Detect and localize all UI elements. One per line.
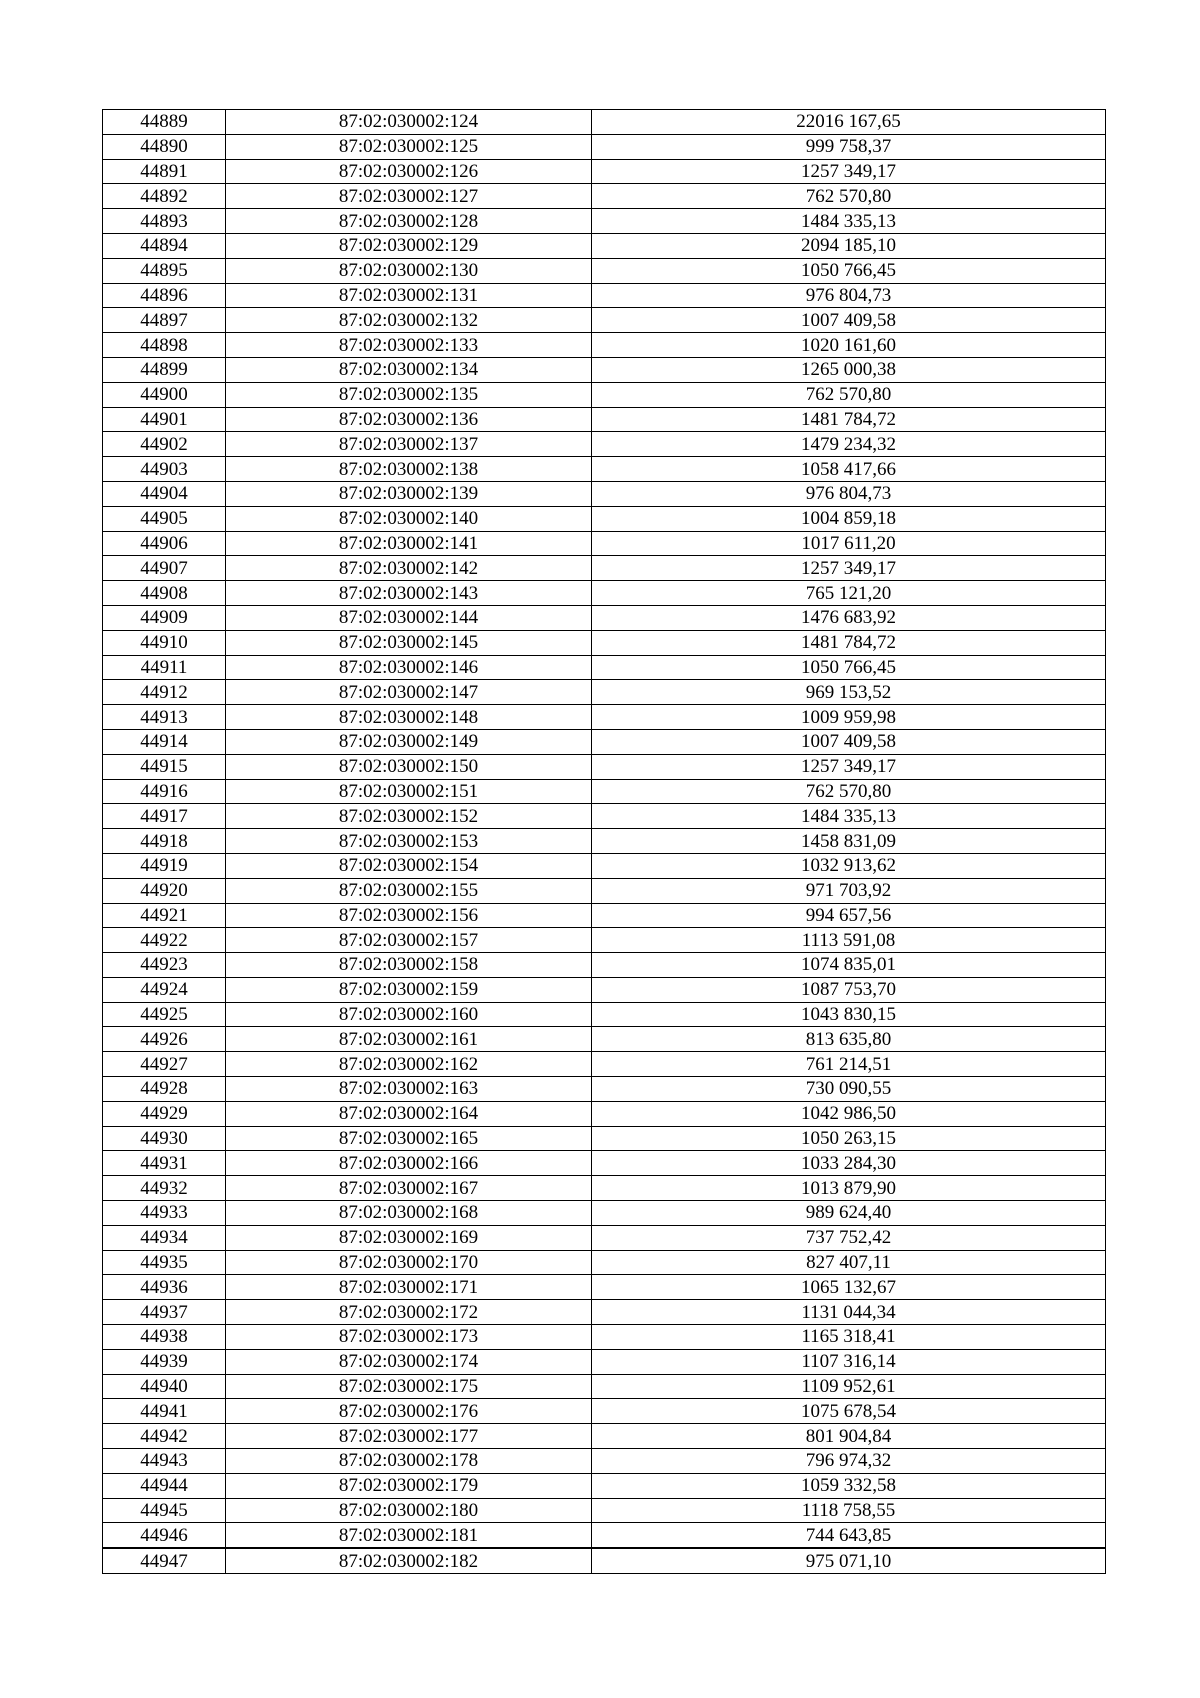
- row-number-cell: 44902: [103, 432, 226, 457]
- table-row: [103, 1250, 1106, 1275]
- row-number-cell: 44929: [103, 1101, 226, 1126]
- cadastral-value-cell: 765 121,20: [592, 581, 1106, 606]
- row-number-cell: 44939: [103, 1349, 226, 1374]
- cadastral-value-cell: 976 804,73: [592, 481, 1106, 506]
- row-number-cell: 44897: [103, 308, 226, 333]
- row-number-cell: 44894: [103, 233, 226, 258]
- row-number-cell: 44896: [103, 283, 226, 308]
- cadastral-number-cell: 87:02:030002:163: [226, 1077, 592, 1102]
- table-row: [103, 1548, 1106, 1573]
- row-number-cell: 44916: [103, 779, 226, 804]
- row-number-cell: 44933: [103, 1201, 226, 1226]
- cadastral-number-cell: 87:02:030002:147: [226, 680, 592, 705]
- cadastral-value-cell: 730 090,55: [592, 1077, 1106, 1102]
- cadastral-value-cell: 1050 766,45: [592, 258, 1106, 283]
- cadastral-number-cell: 87:02:030002:171: [226, 1275, 592, 1300]
- row-number-cell: 44921: [103, 903, 226, 928]
- table-row: [103, 1151, 1106, 1176]
- row-number-cell: 44913: [103, 705, 226, 730]
- cadastral-number-cell: 87:02:030002:182: [226, 1548, 592, 1573]
- cadastral-number-cell: 87:02:030002:140: [226, 506, 592, 531]
- table-row: [103, 1052, 1106, 1077]
- row-number-cell: 44904: [103, 481, 226, 506]
- cadastral-value-cell: 1017 611,20: [592, 531, 1106, 556]
- cadastral-value-cell: 1484 335,13: [592, 804, 1106, 829]
- cadastral-number-cell: 87:02:030002:158: [226, 953, 592, 978]
- table-row: [103, 1325, 1106, 1350]
- cadastral-value-cell: 1058 417,66: [592, 457, 1106, 482]
- cadastral-number-cell: 87:02:030002:130: [226, 258, 592, 283]
- row-number-cell: 44940: [103, 1374, 226, 1399]
- table-row: [103, 928, 1106, 953]
- cadastral-value-cell: 1065 132,67: [592, 1275, 1106, 1300]
- cadastral-value-cell: 976 804,73: [592, 283, 1106, 308]
- cadastral-value-cell: 999 758,37: [592, 134, 1106, 159]
- cadastral-value-cell: 801 904,84: [592, 1424, 1106, 1449]
- row-number-cell: 44924: [103, 977, 226, 1002]
- row-number-cell: 44917: [103, 804, 226, 829]
- cadastral-number-cell: 87:02:030002:176: [226, 1399, 592, 1424]
- row-number-cell: 44915: [103, 754, 226, 779]
- table-row: [103, 977, 1106, 1002]
- table-row: [103, 853, 1106, 878]
- cadastral-value-cell: 827 407,11: [592, 1250, 1106, 1275]
- cadastral-number-cell: 87:02:030002:135: [226, 382, 592, 407]
- cadastral-number-cell: 87:02:030002:161: [226, 1027, 592, 1052]
- cadastral-value-cell: 969 153,52: [592, 680, 1106, 705]
- cadastral-number-cell: 87:02:030002:137: [226, 432, 592, 457]
- cadastral-number-cell: 87:02:030002:129: [226, 233, 592, 258]
- table-row: [103, 457, 1106, 482]
- row-number-cell: 44900: [103, 382, 226, 407]
- cadastral-value-cell: 1087 753,70: [592, 977, 1106, 1002]
- table-row: [103, 134, 1106, 159]
- cadastral-number-cell: 87:02:030002:131: [226, 283, 592, 308]
- cadastral-number-cell: 87:02:030002:128: [226, 209, 592, 234]
- table-row: [103, 432, 1106, 457]
- row-number-cell: 44909: [103, 605, 226, 630]
- cadastral-value-cell: 1020 161,60: [592, 333, 1106, 358]
- cadastral-value-table: [102, 109, 1106, 1574]
- cadastral-value-cell: 1481 784,72: [592, 407, 1106, 432]
- table-row: [103, 382, 1106, 407]
- row-number-cell: 44914: [103, 729, 226, 754]
- table-row: [103, 159, 1106, 184]
- cadastral-number-cell: 87:02:030002:159: [226, 977, 592, 1002]
- cadastral-number-cell: 87:02:030002:141: [226, 531, 592, 556]
- cadastral-number-cell: 87:02:030002:153: [226, 829, 592, 854]
- row-number-cell: 44946: [103, 1523, 226, 1548]
- table-row: [103, 233, 1106, 258]
- cadastral-value-cell: 1484 335,13: [592, 209, 1106, 234]
- table-row: [103, 953, 1106, 978]
- row-number-cell: 44890: [103, 134, 226, 159]
- table-row: [103, 903, 1106, 928]
- table-row: [103, 804, 1106, 829]
- row-number-cell: 44932: [103, 1176, 226, 1201]
- cadastral-value-cell: 2094 185,10: [592, 233, 1106, 258]
- cadastral-value-cell: 1013 879,90: [592, 1176, 1106, 1201]
- cadastral-number-cell: 87:02:030002:180: [226, 1498, 592, 1523]
- cadastral-number-cell: 87:02:030002:160: [226, 1002, 592, 1027]
- row-number-cell: 44947: [103, 1548, 226, 1573]
- cadastral-value-cell: 737 752,42: [592, 1225, 1106, 1250]
- cadastral-number-cell: 87:02:030002:146: [226, 655, 592, 680]
- cadastral-number-cell: 87:02:030002:168: [226, 1201, 592, 1226]
- row-number-cell: 44931: [103, 1151, 226, 1176]
- row-number-cell: 44934: [103, 1225, 226, 1250]
- cadastral-number-cell: 87:02:030002:177: [226, 1424, 592, 1449]
- cadastral-number-cell: 87:02:030002:149: [226, 729, 592, 754]
- cadastral-value-cell: 1007 409,58: [592, 308, 1106, 333]
- table-row: [103, 506, 1106, 531]
- row-number-cell: 44938: [103, 1325, 226, 1350]
- cadastral-value-cell: 1265 000,38: [592, 357, 1106, 382]
- row-number-cell: 44945: [103, 1498, 226, 1523]
- cadastral-value-cell: 1458 831,09: [592, 829, 1106, 854]
- row-number-cell: 44906: [103, 531, 226, 556]
- table-row: [103, 110, 1106, 135]
- table-row: [103, 581, 1106, 606]
- table-row: [103, 729, 1106, 754]
- table-row: [103, 1225, 1106, 1250]
- row-number-cell: 44908: [103, 581, 226, 606]
- table-row: [103, 1027, 1106, 1052]
- cadastral-number-cell: 87:02:030002:181: [226, 1523, 592, 1548]
- cadastral-value-cell: 762 570,80: [592, 779, 1106, 804]
- table-row: [103, 1349, 1106, 1374]
- cadastral-value-cell: 1118 758,55: [592, 1498, 1106, 1523]
- cadastral-value-cell: 796 974,32: [592, 1449, 1106, 1474]
- table-row: [103, 605, 1106, 630]
- cadastral-number-cell: 87:02:030002:143: [226, 581, 592, 606]
- table-body: [103, 110, 1106, 1574]
- cadastral-number-cell: 87:02:030002:179: [226, 1473, 592, 1498]
- cadastral-value-cell: 1050 766,45: [592, 655, 1106, 680]
- row-number-cell: 44936: [103, 1275, 226, 1300]
- cadastral-value-cell: 744 643,85: [592, 1523, 1106, 1548]
- row-number-cell: 44922: [103, 928, 226, 953]
- table-row: [103, 1399, 1106, 1424]
- table-row: [103, 308, 1106, 333]
- row-number-cell: 44910: [103, 630, 226, 655]
- cadastral-value-cell: 1059 332,58: [592, 1473, 1106, 1498]
- row-number-cell: 44892: [103, 184, 226, 209]
- table-row: [103, 1473, 1106, 1498]
- cadastral-value-cell: 22016 167,65: [592, 110, 1106, 135]
- table-row: [103, 1374, 1106, 1399]
- cadastral-number-cell: 87:02:030002:125: [226, 134, 592, 159]
- cadastral-number-cell: 87:02:030002:174: [226, 1349, 592, 1374]
- cadastral-value-cell: 1050 263,15: [592, 1126, 1106, 1151]
- table-row: [103, 407, 1106, 432]
- table-row: [103, 1077, 1106, 1102]
- row-number-cell: 44930: [103, 1126, 226, 1151]
- cadastral-value-cell: 1257 349,17: [592, 754, 1106, 779]
- table-row: [103, 754, 1106, 779]
- row-number-cell: 44901: [103, 407, 226, 432]
- cadastral-value-cell: 1004 859,18: [592, 506, 1106, 531]
- cadastral-value-cell: 1257 349,17: [592, 556, 1106, 581]
- row-number-cell: 44899: [103, 357, 226, 382]
- table-row: [103, 1300, 1106, 1325]
- cadastral-number-cell: 87:02:030002:165: [226, 1126, 592, 1151]
- cadastral-number-cell: 87:02:030002:124: [226, 110, 592, 135]
- table-row: [103, 1002, 1106, 1027]
- row-number-cell: 44943: [103, 1449, 226, 1474]
- table-row: [103, 258, 1106, 283]
- cadastral-value-cell: 1113 591,08: [592, 928, 1106, 953]
- table-row: [103, 680, 1106, 705]
- table-row: [103, 1176, 1106, 1201]
- table-row: [103, 556, 1106, 581]
- cadastral-number-cell: 87:02:030002:134: [226, 357, 592, 382]
- table-row: [103, 655, 1106, 680]
- row-number-cell: 44920: [103, 878, 226, 903]
- cadastral-number-cell: 87:02:030002:178: [226, 1449, 592, 1474]
- cadastral-value-cell: 1033 284,30: [592, 1151, 1106, 1176]
- row-number-cell: 44907: [103, 556, 226, 581]
- table-row: [103, 705, 1106, 730]
- cadastral-number-cell: 87:02:030002:144: [226, 605, 592, 630]
- cadastral-number-cell: 87:02:030002:166: [226, 1151, 592, 1176]
- row-number-cell: 44891: [103, 159, 226, 184]
- cadastral-value-cell: 1032 913,62: [592, 853, 1106, 878]
- row-number-cell: 44937: [103, 1300, 226, 1325]
- table-row: [103, 184, 1106, 209]
- row-number-cell: 44935: [103, 1250, 226, 1275]
- cadastral-value-cell: 762 570,80: [592, 184, 1106, 209]
- cadastral-value-cell: 1165 318,41: [592, 1325, 1106, 1350]
- table-row: [103, 829, 1106, 854]
- table-row: [103, 1523, 1106, 1548]
- cadastral-value-cell: 761 214,51: [592, 1052, 1106, 1077]
- cadastral-value-cell: 1257 349,17: [592, 159, 1106, 184]
- row-number-cell: 44926: [103, 1027, 226, 1052]
- cadastral-number-cell: 87:02:030002:133: [226, 333, 592, 358]
- cadastral-value-cell: 1009 959,98: [592, 705, 1106, 730]
- row-number-cell: 44905: [103, 506, 226, 531]
- row-number-cell: 44923: [103, 953, 226, 978]
- cadastral-number-cell: 87:02:030002:145: [226, 630, 592, 655]
- cadastral-number-cell: 87:02:030002:148: [226, 705, 592, 730]
- table-row: [103, 531, 1106, 556]
- cadastral-value-cell: 994 657,56: [592, 903, 1106, 928]
- table-row: [103, 481, 1106, 506]
- cadastral-number-cell: 87:02:030002:154: [226, 853, 592, 878]
- cadastral-number-cell: 87:02:030002:126: [226, 159, 592, 184]
- cadastral-number-cell: 87:02:030002:139: [226, 481, 592, 506]
- table-row: [103, 1449, 1106, 1474]
- table-row: [103, 630, 1106, 655]
- row-number-cell: 44889: [103, 110, 226, 135]
- cadastral-value-cell: 1131 044,34: [592, 1300, 1106, 1325]
- cadastral-value-cell: 762 570,80: [592, 382, 1106, 407]
- row-number-cell: 44925: [103, 1002, 226, 1027]
- row-number-cell: 44928: [103, 1077, 226, 1102]
- table-row: [103, 1424, 1106, 1449]
- cadastral-value-cell: 989 624,40: [592, 1201, 1106, 1226]
- cadastral-number-cell: 87:02:030002:164: [226, 1101, 592, 1126]
- cadastral-number-cell: 87:02:030002:156: [226, 903, 592, 928]
- cadastral-number-cell: 87:02:030002:132: [226, 308, 592, 333]
- cadastral-value-cell: 1476 683,92: [592, 605, 1106, 630]
- cadastral-number-cell: 87:02:030002:142: [226, 556, 592, 581]
- row-number-cell: 44918: [103, 829, 226, 854]
- cadastral-value-cell: 971 703,92: [592, 878, 1106, 903]
- table-row: [103, 1275, 1106, 1300]
- cadastral-number-cell: 87:02:030002:155: [226, 878, 592, 903]
- cadastral-value-cell: 1042 986,50: [592, 1101, 1106, 1126]
- table-row: [103, 1126, 1106, 1151]
- cadastral-number-cell: 87:02:030002:167: [226, 1176, 592, 1201]
- cadastral-number-cell: 87:02:030002:151: [226, 779, 592, 804]
- table-row: [103, 333, 1106, 358]
- row-number-cell: 44927: [103, 1052, 226, 1077]
- cadastral-value-cell: 1479 234,32: [592, 432, 1106, 457]
- cadastral-value-cell: 1481 784,72: [592, 630, 1106, 655]
- cadastral-value-cell: 1074 835,01: [592, 953, 1106, 978]
- cadastral-value-cell: 1043 830,15: [592, 1002, 1106, 1027]
- row-number-cell: 44942: [103, 1424, 226, 1449]
- row-number-cell: 44898: [103, 333, 226, 358]
- row-number-cell: 44895: [103, 258, 226, 283]
- cadastral-number-cell: 87:02:030002:152: [226, 804, 592, 829]
- table-row: [103, 283, 1106, 308]
- cadastral-number-cell: 87:02:030002:157: [226, 928, 592, 953]
- table-row: [103, 878, 1106, 903]
- row-number-cell: 44944: [103, 1473, 226, 1498]
- row-number-cell: 44911: [103, 655, 226, 680]
- cadastral-value-cell: 1109 952,61: [592, 1374, 1106, 1399]
- cadastral-number-cell: 87:02:030002:162: [226, 1052, 592, 1077]
- cadastral-number-cell: 87:02:030002:169: [226, 1225, 592, 1250]
- row-number-cell: 44919: [103, 853, 226, 878]
- cadastral-value-cell: 813 635,80: [592, 1027, 1106, 1052]
- table-row: [103, 1498, 1106, 1523]
- table-row: [103, 1101, 1106, 1126]
- table-row: [103, 357, 1106, 382]
- cadastral-value-cell: 1075 678,54: [592, 1399, 1106, 1424]
- table-row: [103, 1201, 1106, 1226]
- cadastral-number-cell: 87:02:030002:150: [226, 754, 592, 779]
- table-row: [103, 209, 1106, 234]
- cadastral-number-cell: 87:02:030002:175: [226, 1374, 592, 1399]
- row-number-cell: 44941: [103, 1399, 226, 1424]
- cadastral-number-cell: 87:02:030002:173: [226, 1325, 592, 1350]
- row-number-cell: 44893: [103, 209, 226, 234]
- cadastral-value-cell: 1107 316,14: [592, 1349, 1106, 1374]
- table-row: [103, 779, 1106, 804]
- cadastral-number-cell: 87:02:030002:170: [226, 1250, 592, 1275]
- cadastral-value-cell: 975 071,10: [592, 1548, 1106, 1573]
- cadastral-number-cell: 87:02:030002:172: [226, 1300, 592, 1325]
- cadastral-number-cell: 87:02:030002:136: [226, 407, 592, 432]
- cadastral-value-cell: 1007 409,58: [592, 729, 1106, 754]
- row-number-cell: 44912: [103, 680, 226, 705]
- cadastral-number-cell: 87:02:030002:127: [226, 184, 592, 209]
- cadastral-number-cell: 87:02:030002:138: [226, 457, 592, 482]
- row-number-cell: 44903: [103, 457, 226, 482]
